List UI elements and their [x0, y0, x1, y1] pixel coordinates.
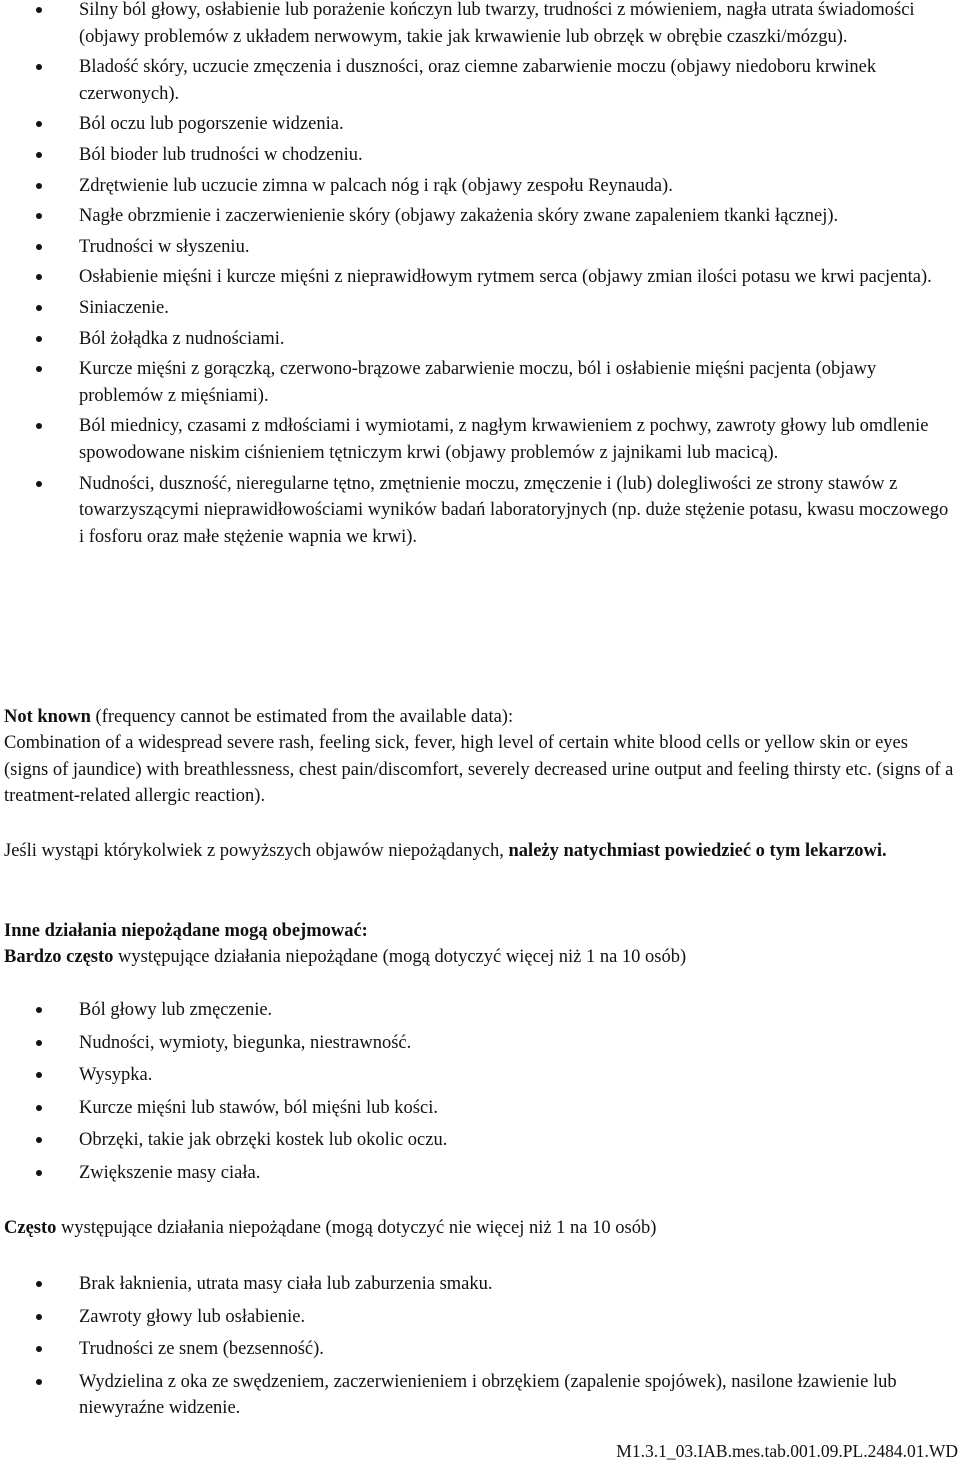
list-item: Siniaczenie. [0, 295, 960, 322]
list-item: Ból żołądka z nudnościami. [0, 326, 960, 353]
list-item: Nagłe obrzmienie i zaczerwienienie skóry (objawy zakażenia skóry zwane zapaleniem tkanki łącznej). [0, 203, 960, 230]
very-common-frequency-line [4, 944, 956, 971]
common-frequency-line [4, 1215, 956, 1242]
list-item: Wydzielina z oka ze swędzeniem, zaczerwienieniem i obrzękiem (zapalenie spojówek), nasilone łzawienie lub niewyraźne widzenie. [0, 1369, 960, 1422]
serious-side-effects-list [0, 0, 960, 550]
list-item: Ból miednicy, czasami z mdłościami i wymiotami, z nagłym krwawieniem z pochwy, zawroty głowy lub omdlenie spowodowane niskim ciśnieniem tętniczym krwi (objawy problemów z jajnikami lub macicą). [0, 413, 960, 466]
list-item: Kurcze mięśni lub stawów, ból mięśni lub kości. [0, 1095, 960, 1122]
list-item: Nudności, duszność, nieregularne tętno, zmętnienie moczu, zmęczenie i (lub) dolegliwości ze strony stawów z towarzyszącymi nieprawidłowościami wyników badań laboratoryjnych (np. duże stężenie potasu, kwasu moczowego i fosforu oraz małe stężenie wapnia we krwi). [0, 471, 960, 551]
list-item: Silny ból głowy, osłabienie lub porażenie kończyn lub twarzy, trudności z mówieniem, nagła utrata świadomości (objawy problemów z układem nerwowym, takie jak krwawienie lub obrzęk w obrębie czaszki/mózgu). [0, 0, 960, 50]
warning-bold-text: należy natychmiast powiedzieć o tym lekarzowi. [508, 841, 887, 861]
not-known-qualifier: (frequency cannot be estimated from the available data): [90, 707, 514, 727]
list-item: Osłabienie mięśni i kurcze mięśni z nieprawidłowym rytmem serca (objawy zmian ilości potasu we krwi pacjenta). [0, 264, 960, 291]
not-known-description: Combination of a widespread severe rash, feeling sick, fever, high level of certain white blood cells or yellow skin or eyes (signs of jaundice) with breathlessness, chest pain/discomfort, severely decreased urine output and feeling thirsty etc. (signs of a treatment-related allergic reaction). [4, 733, 954, 807]
very-common-side-effects-list [0, 997, 960, 1187]
common-label: Często [4, 1218, 57, 1238]
warning-paragraph [4, 838, 956, 865]
very-common-label: Bardzo często [4, 947, 114, 967]
warning-text: Jeśli wystąpi którykolwiek z powyższych objawów niepożądanych, [4, 841, 509, 861]
common-side-effects-list [0, 1271, 960, 1422]
list-item: Zwiększenie masy ciała. [0, 1160, 960, 1187]
list-item: Zawroty głowy lub osłabienie. [0, 1304, 960, 1331]
not-known-frequency-line [4, 704, 956, 731]
list-item: Trudności ze snem (bezsenność). [0, 1336, 960, 1363]
document-code-footer: M1.3.1_03.IAB.mes.tab.001.09.PL.2484.01.WD [616, 1441, 958, 1461]
not-known-label: Not known [4, 707, 91, 727]
list-item: Wysypka. [0, 1062, 960, 1089]
list-item: Nudności, wymioty, biegunka, niestrawność. [0, 1030, 960, 1057]
list-item: Ból oczu lub pogorszenie widzenia. [0, 111, 960, 138]
very-common-qualifier: występujące działania niepożądane (mogą dotyczyć więcej niż 1 na 10 osób) [113, 947, 687, 967]
other-effects-heading [4, 918, 956, 945]
common-qualifier: występujące działania niepożądane (mogą dotyczyć nie więcej niż 1 na 10 osób) [56, 1218, 657, 1238]
list-item: Ból głowy lub zmęczenie. [0, 997, 960, 1024]
section-heading: Inne działania niepożądane mogą obejmować: [4, 921, 368, 941]
list-item: Ból bioder lub trudności w chodzeniu. [0, 142, 960, 169]
list-item: Trudności w słyszeniu. [0, 234, 960, 261]
list-item: Kurcze mięśni z gorączką, czerwono-brązowe zabarwienie moczu, ból i osłabienie mięśni pacjenta (objawy problemów z mięśniami). [0, 356, 960, 409]
list-item: Obrzęki, takie jak obrzęki kostek lub okolic oczu. [0, 1127, 960, 1154]
list-item: Bladość skóry, uczucie zmęczenia i duszności, oraz ciemne zabarwienie moczu (objawy niedoboru krwinek czerwonych). [0, 54, 960, 107]
list-item: Zdrętwienie lub uczucie zimna w palcach nóg i rąk (objawy zespołu Reynauda). [0, 173, 960, 200]
list-item: Brak łaknienia, utrata masy ciała lub zaburzenia smaku. [0, 1271, 960, 1298]
